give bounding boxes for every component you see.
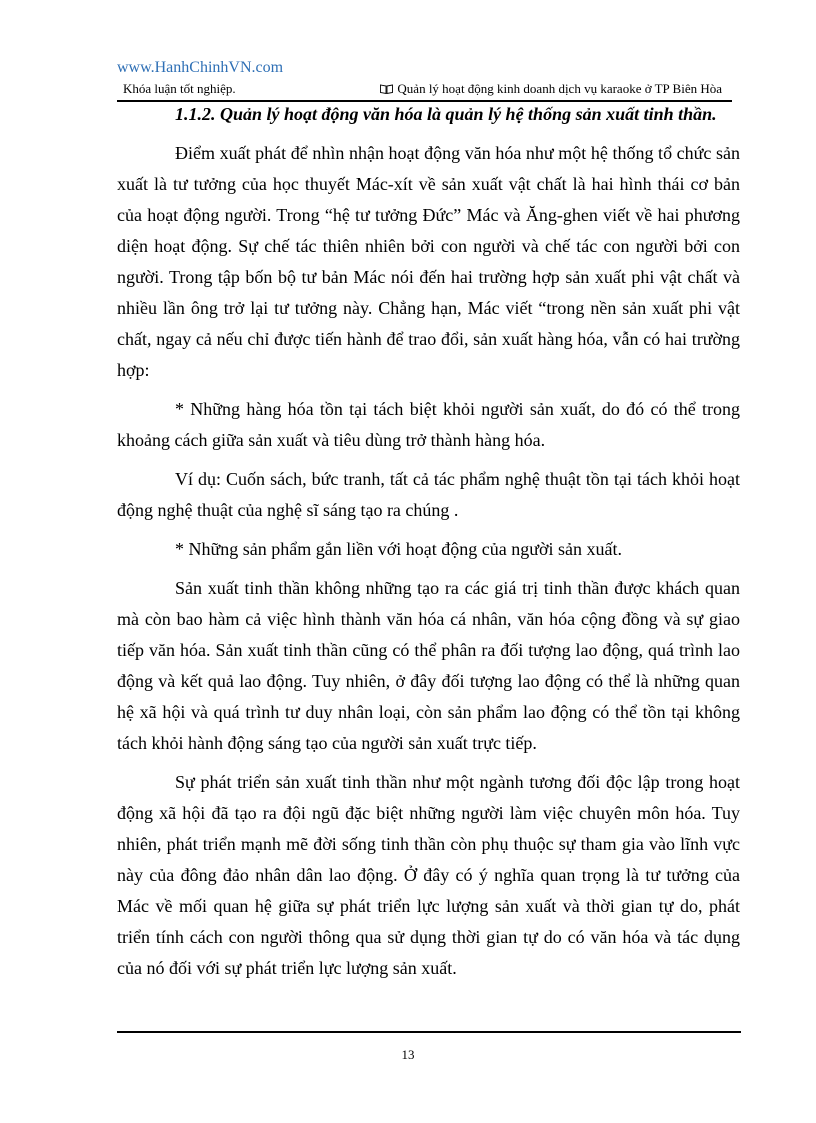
- page-number: 13: [401, 1047, 415, 1062]
- book-icon: [380, 84, 393, 94]
- watermark-link[interactable]: www.HanhChinhVN.com: [117, 59, 284, 76]
- header-left-text: Khóa luận tốt nghiệp.: [123, 81, 236, 96]
- paragraph: * Những sản phẩm gắn liền với hoạt động của người sản xuất.: [175, 539, 622, 559]
- paragraph: Sản xuất tinh thần không những tạo ra các giá trị tinh thần được khách quan mà còn bao hàm cả việc hình thành văn hóa cá nhân, văn hóa cộng đồng và sự giao tiếp văn hóa. Sản xuất tinh thần cũng có thể phân ra đối tượng lao động, quá trình lao động và kết quả lao động. Tuy nhiên, ở đây đối tượng lao động có thể là những quan hệ xã hội và quá trình tư duy nhân loại, còn sản phẩm lao động có thể tồn tại không tách khỏi hành động sáng tạo của người sản xuất trực tiếp.: [117, 578, 740, 753]
- paragraph: * Những hàng hóa tồn tại tách biệt khỏi người sản xuất, do đó có thể trong khoảng cách giữa sản xuất và tiêu dùng trở thành hàng hóa.: [117, 399, 740, 450]
- paragraph: Sự phát triển sản xuất tinh thần như một ngành tương đối độc lập trong hoạt động xã hội đã tạo ra đội ngũ đặc biệt những người làm việc chuyên môn hóa. Tuy nhiên, phát triển mạnh mẽ đời sống tinh thần còn phụ thuộc sự tham gia vào lĩnh vực này của đông đảo nhân dân lao động. Ở đây có ý nghĩa quan trọng là tư tưởng của Mác về mối quan hệ giữa sự phát triển lực lượng sản xuất và thời gian tự do, phát triển tính cách con người thông qua sử dụng thời gian tự do có văn hóa và tác dụng của nó đối với sự phát triển lực lượng sản xuất.: [117, 772, 740, 978]
- header-right-text: Quản lý hoạt động kinh doanh dịch vụ karaoke ở TP Biên Hòa: [397, 81, 722, 96]
- header-right: [380, 81, 722, 97]
- footer-divider: [117, 1031, 741, 1033]
- paragraph: Điểm xuất phát để nhìn nhận hoạt động văn hóa như một hệ thống tổ chức sản xuất là tư tưởng của học thuyết Mác-xít về sản xuất vật chất là hai hình thái cơ bản của hoạt động người. Trong “hệ tư tưởng Đức” Mác và Ăng-ghen viết về hai phương diện hoạt động. Sự chế tác thiên nhiên bởi con người và chế tác con người bởi con người. Trong tập bốn bộ tư bản Mác nói đến hai trường hợp sản xuất phi vật chất và nhiều lần ông trở lại tư tưởng này. Chẳng hạn, Mác viết “trong nền sản xuất phi vật chất, ngay cả nếu chỉ được tiến hành để trao đổi, sản xuất hàng hóa, vẫn có hai trường hợp:: [117, 143, 740, 380]
- document-body: [117, 99, 740, 992]
- paragraph: Ví dụ: Cuốn sách, bức tranh, tất cả tác phẩm nghệ thuật tồn tại tách khỏi hoạt động nghệ thuật của nghệ sĩ sáng tạo ra chúng .: [117, 469, 740, 520]
- section-heading: 1.1.2. Quản lý hoạt động văn hóa là quản lý hệ thống sản xuất tinh thần.: [175, 104, 717, 124]
